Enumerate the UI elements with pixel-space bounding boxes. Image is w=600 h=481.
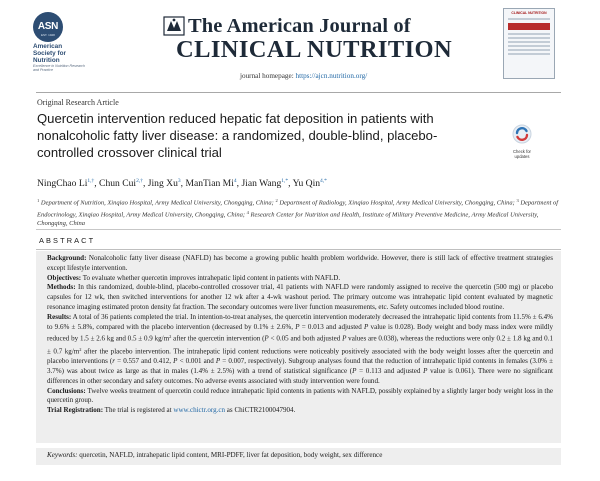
author-name[interactable]: NingChao Li [37,178,88,189]
society-name-line: Society for [33,49,67,57]
abstract-box [36,251,561,443]
section-divider [36,229,561,230]
check-for-updates-button[interactable] [505,124,539,159]
affiliation-number: 1 [37,198,40,203]
author-name[interactable]: Chun Cui [99,178,137,189]
check-for-updates-label [505,150,539,159]
results-text: = 0.007, respectively). Subgroup analyses found that the reduction of intrahepatic lipid contents in females (3.0% ± 3.7%) was about twice as large as that in males (1.4% ± 2.5%) with a trend of statistical significance ( [47,357,553,375]
results-text: < 0.001 and [177,357,216,366]
p-symbol: P [423,366,428,375]
results-text: < 0.05 and both adjusted [268,334,343,343]
author-affiliation-marker[interactable]: 4 [233,178,237,184]
results-text: value is 0.028). Body weight and body mass index were mildly reduced by 1.5 ± 2.6 kg and 0.5 ± 0.9 kg/m [47,322,553,343]
p-symbol: P [173,357,178,366]
author-list [37,178,327,189]
author-name[interactable]: Yu Qin [292,178,321,189]
abstract-trial-registration [47,406,553,416]
author-separator: , [180,178,186,189]
abstract-results [47,313,553,387]
p-symbol: P [295,322,300,331]
superscript-2: 2 [169,334,172,340]
superscript-2: 2 [79,346,82,352]
author-affiliation-marker[interactable]: 3 [177,178,181,184]
journal-name-line2: CLINICAL NUTRITION [176,36,453,63]
cover-line [508,18,550,20]
author-name[interactable]: Jian Wang [241,178,282,189]
author-affiliation-marker[interactable]: 1,* [281,178,289,184]
conclusions-text: Twelve weeks treatment of quercetin could reduce intrahepatic lipid contents in patients with NAFLD, possibly explained by a slightly larger body weight loss in the quercetin group. [47,386,553,405]
cover-line [508,37,550,39]
journal-emblem-icon [163,16,185,36]
updates-line: updates [514,153,530,159]
author-affiliation-marker[interactable]: 1,† [87,178,95,184]
article-type: Original Research Article [37,98,119,107]
abstract-rule [36,249,561,250]
society-name [33,44,87,64]
results-text: after the placebo intervention. The intrahepatic lipid content reductions were noticeably positively associated with the body weight losses after the quercetin and placebo interventions ( [47,347,553,366]
cover-line [508,45,550,47]
results-text: values are 0.038), whereas the reductions were only 0.2 ± 1.8 kg and 0.1 ± 0.7 kg/m [47,334,553,356]
homepage-label: journal homepage: [240,72,296,80]
author-separator: , [94,178,100,189]
affiliation-number: 3 [516,198,519,203]
author-affiliation-marker[interactable]: 2,† [136,178,143,184]
background-text: Nonalcoholic fatty liver disease (NAFLD) has become a growing public health problem worldwide. However, there is still lack of effective treatment strategies except lifestyle intervention. [47,254,553,272]
p-symbol: P [352,366,357,375]
author-name[interactable]: Jing Xu [147,178,178,189]
author-affiliation-marker[interactable]: 4,* [320,178,327,184]
background-label: Background: [47,254,87,262]
society-name-line: American [33,43,63,50]
author-separator: , [288,178,293,189]
results-text: = 0.013 and adjusted [299,322,365,331]
journal-homepage [240,72,367,80]
society-tagline: Excellence in Nutrition Research and Practice [33,64,85,73]
header-divider [36,92,561,93]
trial-text: The trial is registered at [103,406,174,415]
journal-cover-thumbnail[interactable] [503,8,555,79]
keywords-box [36,448,561,465]
journal-name-line1: The American Journal of [188,15,411,37]
trial-registry-link[interactable]: www.chictr.org.cn [173,406,226,415]
abstract-conclusions [47,387,553,407]
updates-line: Check for [513,149,531,154]
p-symbol: P [364,322,369,331]
cover-title: CLINICAL NUTRITION [511,11,547,15]
abstract-heading: ABSTRACT [39,236,96,245]
affiliation-number: 2 [275,198,278,203]
objectives-text: To evaluate whether quercetin improves intrahepatic lipid content in patients with NAFLD. [81,273,341,282]
asn-badge-wrap [33,12,87,42]
asn-badge-sub: EST. 1928 [41,33,55,37]
methods-text: In this randomized, double-blind, placebo-controlled crossover trial, 41 patients with NAFLD were randomly assigned to receive the quercetin (500 mg) or placebo capsules for 12 wk, then switched interventions for another 12 wk after a 4-wk washout period. The primary outcome was intrahepatic lipid content evaluated by magnetic resonance imaging estimated proton density fat fraction. The secondary outcomes were liver function measurements, etc. Safety outcomes included blood routine. [47,283,553,311]
author-separator: , [236,178,242,189]
results-text: after the quercetin intervention ( [171,334,265,343]
cover-line [508,41,550,43]
cover-band [508,23,550,30]
affiliation-number: 4 [246,209,249,215]
trial-label: Trial Registration: [47,406,104,415]
society-name-line: Nutrition [33,56,60,64]
results-text: value is 0.061). There were no significant differences in other secondary and safety outcomes. No adverse events associated with study intervention were found. [47,366,553,385]
check-for-updates-icon [512,124,532,144]
abstract-background [47,254,553,274]
author-separator: , [142,178,148,189]
affiliation-text: Department of Endocrinology, Xinqiao Hospital, Army Medical University, Chongqing, China; [37,199,559,218]
p-symbol: P [215,357,221,366]
results-label: Results: [47,312,72,321]
homepage-link[interactable]: https://ajcn.nutrition.org/ [295,72,368,80]
keywords-label: Keywords: [47,451,78,459]
trial-id: as ChiCTR2100047904. [225,406,296,415]
objectives-label: Objectives: [47,273,82,282]
p-symbol: P [264,334,269,343]
keywords-text: quercetin, NAFLD, intrahepatic lipid content, MRI-PDFF, liver fat deposition, body weight, sex difference [77,451,383,459]
results-text: = 0.113 and adjusted [356,366,424,375]
author-name[interactable]: ManTian Mi [185,178,234,189]
society-logo[interactable] [33,12,87,82]
affiliation-text: Department of Nutrition, Xinqiao Hospital, Army Medical University, Chongqing, China; [39,199,276,207]
p-symbol: P [342,334,347,343]
affiliation-text: Research Center for Nutrition and Health, Institute of Military Preventive Medicine, Army Medical University, Chongqing, China [37,211,539,227]
affiliations [37,196,560,228]
r-symbol: r [112,357,116,366]
cover-line [508,53,550,55]
methods-label: Methods: [47,283,76,292]
asn-badge: ASN [33,12,63,42]
cover-line [508,33,550,35]
abstract-methods [47,283,553,312]
cover-line [508,49,550,51]
conclusions-label: Conclusions: [47,386,86,395]
article-title: Quercetin intervention reduced hepatic fat deposition in patients with nonalcoholic fatty liver disease: a randomized, double-blind, placebo-controlled crossover clinical trial [37,111,438,160]
results-text: = 0.557 and 0.412, [115,357,174,366]
affiliation-text: Department of Radiology, Xinqiao Hospital, Army Medical University, Chongqing, China; [277,199,517,207]
results-text: A total of 36 patients completed the trial. In intention-to-treat analyses, the quercetin intervention moderately decreased the intrahepatic lipid contents from 11.5% ± 6.4% to 9.6% ± 5.8%, compared with the placebo intervention (decreased by 0.1% ± 2.6%, [47,312,553,331]
abstract-objectives [47,274,553,284]
